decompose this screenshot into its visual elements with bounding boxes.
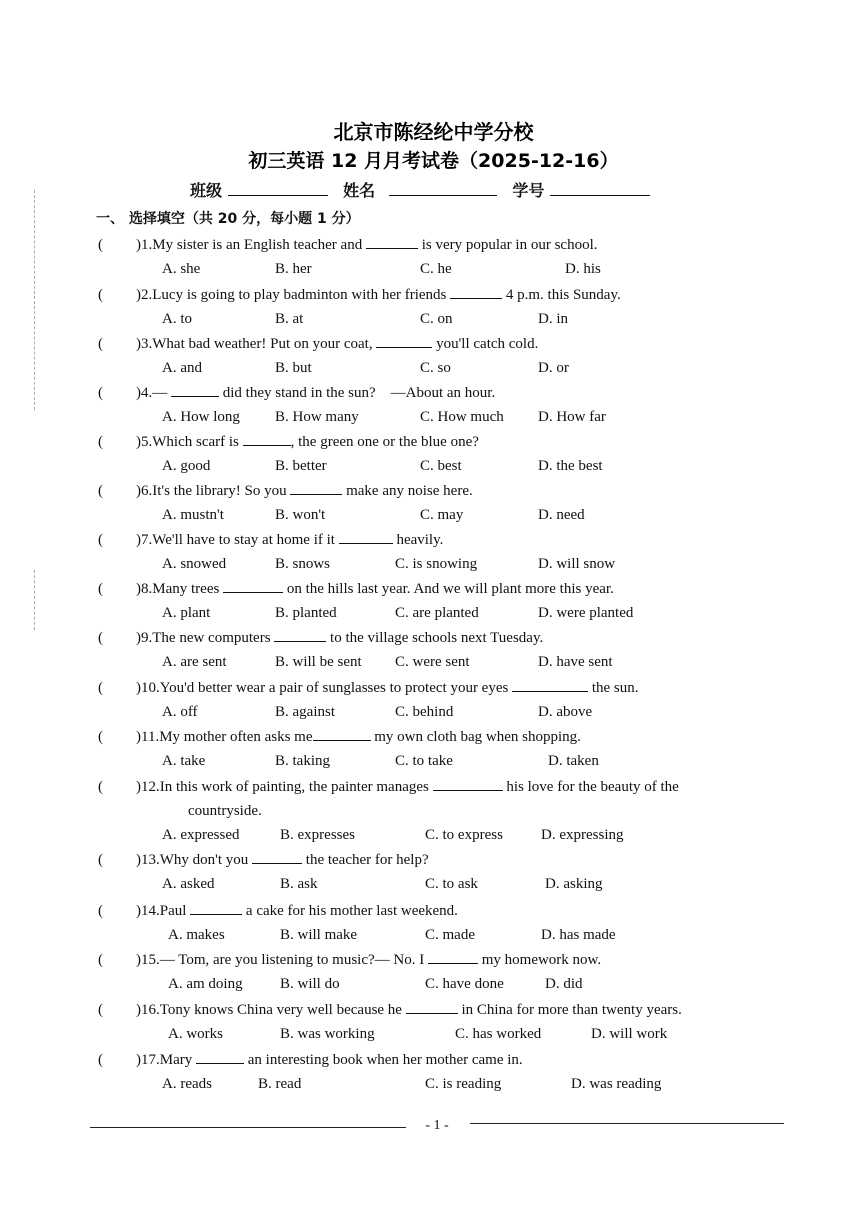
question-text-before-blank: — xyxy=(152,385,171,401)
question-stem xyxy=(98,528,788,552)
question-text-after-blank: is very popular in our school. xyxy=(417,237,598,253)
question-text xyxy=(136,528,443,552)
option-d[interactable]: D. asking xyxy=(545,876,603,892)
answer-options xyxy=(98,1022,788,1046)
answer-blank xyxy=(243,431,291,446)
question-text xyxy=(136,948,601,972)
question-stem xyxy=(98,998,788,1022)
option-b[interactable]: B. will do xyxy=(280,976,340,992)
answer-bracket[interactable]: ( xyxy=(98,483,103,499)
option-c[interactable]: C. How much xyxy=(420,409,504,425)
option-c[interactable]: C. on xyxy=(420,311,453,327)
question-item xyxy=(98,848,788,896)
question-text-before-blank: My sister is an English teacher and xyxy=(152,237,366,253)
option-d[interactable]: D. have sent xyxy=(538,654,613,670)
option-b[interactable]: B. ask xyxy=(280,876,318,892)
question-text xyxy=(136,332,538,356)
answer-bracket[interactable]: ( xyxy=(98,385,103,401)
answer-options xyxy=(98,823,788,847)
option-d[interactable]: D. in xyxy=(538,311,568,327)
option-c[interactable]: C. to take xyxy=(395,753,453,769)
question-text xyxy=(136,998,682,1022)
option-a[interactable]: A. asked xyxy=(162,876,215,892)
option-c[interactable]: C. may xyxy=(420,507,464,523)
question-text-after-blank: the teacher for help? xyxy=(302,852,429,868)
option-a[interactable]: A. How long xyxy=(162,409,240,425)
option-d[interactable]: D. will work xyxy=(591,1026,668,1042)
option-a[interactable]: A. plant xyxy=(162,605,211,621)
answer-bracket[interactable]: ( xyxy=(98,581,103,597)
question-stem xyxy=(98,332,788,356)
answer-options xyxy=(98,405,788,429)
question-text xyxy=(136,725,581,749)
question-continuation-text: countryside. xyxy=(188,803,262,819)
question-number: )12. xyxy=(136,779,160,795)
question-item xyxy=(98,1048,788,1096)
answer-blank xyxy=(512,677,588,692)
question-item xyxy=(98,775,788,847)
question-text xyxy=(136,775,679,799)
footer-rule-left xyxy=(90,1127,406,1128)
answer-options xyxy=(98,923,788,947)
option-b[interactable]: B. planted xyxy=(275,605,337,621)
answer-options xyxy=(98,307,788,331)
question-text-before-blank: In this work of painting, the painter manages xyxy=(159,779,433,795)
name-label: 姓名 xyxy=(343,181,376,200)
question-number: )11. xyxy=(136,729,160,745)
question-text-after-blank: in China for more than twenty years. xyxy=(457,1002,682,1018)
answer-bracket[interactable]: ( xyxy=(98,434,103,450)
option-d[interactable]: D. the best xyxy=(538,458,603,474)
question-number: )2. xyxy=(136,287,153,303)
question-text-before-blank: Tony knows China very well because he xyxy=(159,1002,406,1018)
option-b[interactable]: B. but xyxy=(275,360,312,376)
question-stem xyxy=(98,676,788,700)
question-text xyxy=(136,899,458,923)
answer-blank xyxy=(171,382,219,397)
option-c[interactable]: C. have done xyxy=(425,976,504,992)
option-a[interactable]: A. to xyxy=(162,311,192,327)
question-number: )5. xyxy=(136,434,153,450)
question-text xyxy=(136,479,473,503)
answer-blank xyxy=(428,949,478,964)
option-a[interactable]: A. good xyxy=(162,458,211,474)
option-b[interactable]: B. taking xyxy=(275,753,330,769)
question-stem xyxy=(98,479,788,503)
question-stem xyxy=(98,626,788,650)
answer-bracket[interactable]: ( xyxy=(98,630,103,646)
question-number: )7. xyxy=(136,532,153,548)
answer-bracket[interactable]: ( xyxy=(98,729,103,745)
school-title: 北京市陈经纶中学分校 xyxy=(333,120,534,144)
question-text-before-blank: It's the library! So you xyxy=(152,483,291,499)
option-c[interactable]: C. behind xyxy=(395,704,454,720)
question-item xyxy=(98,899,788,947)
question-text xyxy=(136,381,495,405)
answer-blank xyxy=(433,776,503,791)
question-item xyxy=(98,233,788,281)
question-number: )1. xyxy=(136,237,153,253)
answer-options xyxy=(98,601,788,625)
question-text-before-blank: My mother often asks me xyxy=(159,729,313,745)
question-text xyxy=(136,676,639,700)
scan-margin-mark xyxy=(34,190,35,410)
question-stem xyxy=(98,948,788,972)
option-c[interactable]: C. to ask xyxy=(425,876,478,892)
option-b[interactable]: B. was working xyxy=(280,1026,375,1042)
answer-blank xyxy=(252,849,302,864)
option-c[interactable]: C. are planted xyxy=(395,605,479,621)
option-b[interactable]: B. won't xyxy=(275,507,326,523)
exam-title: 初三英语 12 月月考试卷（2025-12-16） xyxy=(248,150,619,172)
question-text-before-blank: We'll have to stay at home if it xyxy=(152,532,339,548)
question-text-after-blank: heavily. xyxy=(392,532,444,548)
name-field[interactable] xyxy=(389,181,497,196)
answer-blank xyxy=(196,1049,244,1064)
answer-bracket[interactable]: ( xyxy=(98,852,103,868)
option-a[interactable]: A. off xyxy=(162,704,198,720)
question-stem xyxy=(98,233,788,257)
answer-bracket[interactable]: ( xyxy=(98,237,103,253)
option-d[interactable]: D. will snow xyxy=(538,556,616,572)
question-number: )6. xyxy=(136,483,153,499)
question-stem xyxy=(98,899,788,923)
question-text-before-blank: Paul xyxy=(159,903,191,919)
question-item xyxy=(98,626,788,674)
option-d[interactable]: D. or xyxy=(538,360,569,376)
option-c[interactable]: C. is snowing xyxy=(395,556,478,572)
question-text xyxy=(136,233,598,257)
option-b[interactable]: B. will make xyxy=(280,927,358,943)
answer-bracket[interactable]: ( xyxy=(98,1002,103,1018)
student-id-field[interactable] xyxy=(550,181,650,196)
question-item xyxy=(98,676,788,724)
option-b[interactable]: B. How many xyxy=(275,409,359,425)
question-text xyxy=(136,848,429,872)
option-c[interactable]: C. made xyxy=(425,927,475,943)
option-a[interactable]: A. reads xyxy=(162,1076,212,1092)
answer-bracket[interactable]: ( xyxy=(98,779,103,795)
answer-options xyxy=(98,356,788,380)
question-text-before-blank: Many trees xyxy=(152,581,224,597)
question-item xyxy=(98,479,788,527)
answer-blank xyxy=(339,529,393,544)
question-stem xyxy=(98,848,788,872)
question-text xyxy=(136,577,614,601)
answer-options xyxy=(98,650,788,674)
question-stem xyxy=(98,775,788,799)
question-stem xyxy=(98,430,788,454)
answer-bracket[interactable]: ( xyxy=(98,680,103,696)
question-text-after-blank: 4 p.m. this Sunday. xyxy=(502,287,621,303)
option-a[interactable]: A. mustn't xyxy=(162,507,224,523)
option-b[interactable]: B. will be sent xyxy=(275,654,362,670)
question-text-after-blank: did they stand in the sun? —About an hour. xyxy=(219,385,496,401)
option-d[interactable]: D. expressing xyxy=(541,827,624,843)
option-a[interactable]: A. she xyxy=(162,261,201,277)
question-text-after-blank: my own cloth bag when shopping. xyxy=(370,729,581,745)
answer-options xyxy=(98,872,788,896)
question-text-after-blank: the sun. xyxy=(588,680,639,696)
question-text-after-blank: an interesting book when her mother came in. xyxy=(244,1052,523,1068)
answer-options xyxy=(98,1072,788,1096)
answer-bracket[interactable]: ( xyxy=(98,336,103,352)
question-text-before-blank: Why don't you xyxy=(159,852,253,868)
question-item xyxy=(98,998,788,1046)
question-text-after-blank: you'll catch cold. xyxy=(432,336,539,352)
question-text-after-blank: my homework now. xyxy=(477,952,602,968)
answer-blank xyxy=(376,333,432,348)
option-d[interactable]: D. need xyxy=(538,507,585,523)
answer-options xyxy=(98,503,788,527)
option-d[interactable]: D. above xyxy=(538,704,593,720)
question-item xyxy=(98,332,788,380)
question-item xyxy=(98,430,788,478)
answer-options xyxy=(98,749,788,773)
student-id-label: 学号 xyxy=(512,181,545,200)
option-a[interactable]: A. am doing xyxy=(168,976,243,992)
option-b[interactable]: B. expresses xyxy=(280,827,355,843)
page-footer xyxy=(0,1118,867,1138)
answer-options xyxy=(98,972,788,996)
option-b[interactable]: B. against xyxy=(275,704,335,720)
question-text xyxy=(136,283,621,307)
question-text-after-blank: a cake for his mother last weekend. xyxy=(242,903,458,919)
option-a[interactable]: A. expressed xyxy=(162,827,240,843)
question-text-after-blank: on the hills last year. And we will plant more this year. xyxy=(283,581,614,597)
option-a[interactable]: A. and xyxy=(162,360,202,376)
question-number: )9. xyxy=(136,630,153,646)
option-c[interactable]: C. best xyxy=(420,458,462,474)
answer-bracket[interactable]: ( xyxy=(98,287,103,303)
option-a[interactable]: A. are sent xyxy=(162,654,227,670)
option-c[interactable]: C. so xyxy=(420,360,451,376)
question-text-before-blank: The new computers xyxy=(152,630,275,646)
question-stem xyxy=(98,725,788,749)
answer-blank xyxy=(406,999,458,1014)
question-number: )16. xyxy=(136,1002,160,1018)
question-item xyxy=(98,381,788,429)
page-number: - 1 - xyxy=(425,1118,449,1133)
answer-options xyxy=(98,454,788,478)
question-text xyxy=(136,1048,523,1072)
option-d[interactable]: D. How far xyxy=(538,409,606,425)
answer-blank xyxy=(274,627,326,642)
question-number: )14. xyxy=(136,903,160,919)
question-number: )8. xyxy=(136,581,153,597)
answer-bracket[interactable]: ( xyxy=(98,1052,103,1068)
question-stem xyxy=(98,381,788,405)
answer-options xyxy=(98,552,788,576)
option-d[interactable]: D. was reading xyxy=(571,1076,662,1092)
answer-blank xyxy=(313,726,371,741)
question-stem xyxy=(98,283,788,307)
question-stem xyxy=(98,1048,788,1072)
option-a[interactable]: A. makes xyxy=(168,927,225,943)
question-text-before-blank: — Tom, are you listening to music?— No. I xyxy=(159,952,428,968)
class-field[interactable] xyxy=(228,181,328,196)
class-label: 班级 xyxy=(190,181,223,200)
question-number: )15. xyxy=(136,952,160,968)
question-stem xyxy=(98,577,788,601)
question-text-before-blank: You'd better wear a pair of sunglasses to protect your eyes xyxy=(159,680,513,696)
question-text-after-blank: make any noise here. xyxy=(342,483,473,499)
option-d[interactable]: D. were planted xyxy=(538,605,634,621)
footer-rule-right xyxy=(470,1123,784,1124)
question-number: )17. xyxy=(136,1052,160,1068)
option-b[interactable]: B. read xyxy=(258,1076,302,1092)
option-a[interactable]: A. take xyxy=(162,753,206,769)
answer-blank xyxy=(190,900,242,915)
answer-blank xyxy=(290,480,342,495)
option-a[interactable]: A. snowed xyxy=(162,556,227,572)
question-item xyxy=(98,725,788,773)
student-info-line xyxy=(190,178,660,201)
option-c[interactable]: C. is reading xyxy=(425,1076,502,1092)
question-text-after-blank: to the village schools next Tuesday. xyxy=(326,630,544,646)
option-c[interactable]: C. he xyxy=(420,261,452,277)
question-text-before-blank: Lucy is going to play badminton with her friends xyxy=(152,287,451,303)
answer-bracket[interactable]: ( xyxy=(98,952,103,968)
option-d[interactable]: D. has made xyxy=(541,927,616,943)
question-number: )10. xyxy=(136,680,160,696)
question-item xyxy=(98,577,788,625)
option-b[interactable]: B. snows xyxy=(275,556,331,572)
answer-bracket[interactable]: ( xyxy=(98,903,103,919)
question-text-before-blank: Mary xyxy=(159,1052,196,1068)
option-d[interactable]: D. his xyxy=(565,261,601,277)
question-text-after-blank: his love for the beauty of the xyxy=(502,779,679,795)
option-b[interactable]: B. better xyxy=(275,458,327,474)
question-item xyxy=(98,528,788,576)
question-number: )4. xyxy=(136,385,153,401)
option-b[interactable]: B. at xyxy=(275,311,304,327)
question-text-before-blank: What bad weather! Put on your coat, xyxy=(152,336,377,352)
option-c[interactable]: C. to express xyxy=(425,827,503,843)
answer-blank xyxy=(450,284,502,299)
option-c[interactable]: C. were sent xyxy=(395,654,470,670)
question-text xyxy=(136,430,479,454)
option-b[interactable]: B. her xyxy=(275,261,312,277)
option-d[interactable]: D. did xyxy=(545,976,583,992)
question-continuation xyxy=(98,799,788,823)
question-item xyxy=(98,283,788,331)
option-d[interactable]: D. taken xyxy=(548,753,599,769)
scan-margin-mark xyxy=(34,570,35,630)
option-c[interactable]: C. has worked xyxy=(455,1026,542,1042)
answer-blank xyxy=(223,578,283,593)
answer-bracket[interactable]: ( xyxy=(98,532,103,548)
section-heading: 一、 选择填空（共 20 分，每小题 1 分） xyxy=(96,211,360,227)
option-a[interactable]: A. works xyxy=(168,1026,223,1042)
question-text-after-blank: , the green one or the blue one? xyxy=(290,434,479,450)
answer-blank xyxy=(366,234,418,249)
question-item xyxy=(98,948,788,996)
question-text-before-blank: Which scarf is xyxy=(152,434,243,450)
question-text xyxy=(136,626,543,650)
question-number: )13. xyxy=(136,852,160,868)
answer-options xyxy=(98,700,788,724)
question-number: )3. xyxy=(136,336,153,352)
answer-options xyxy=(98,257,788,281)
